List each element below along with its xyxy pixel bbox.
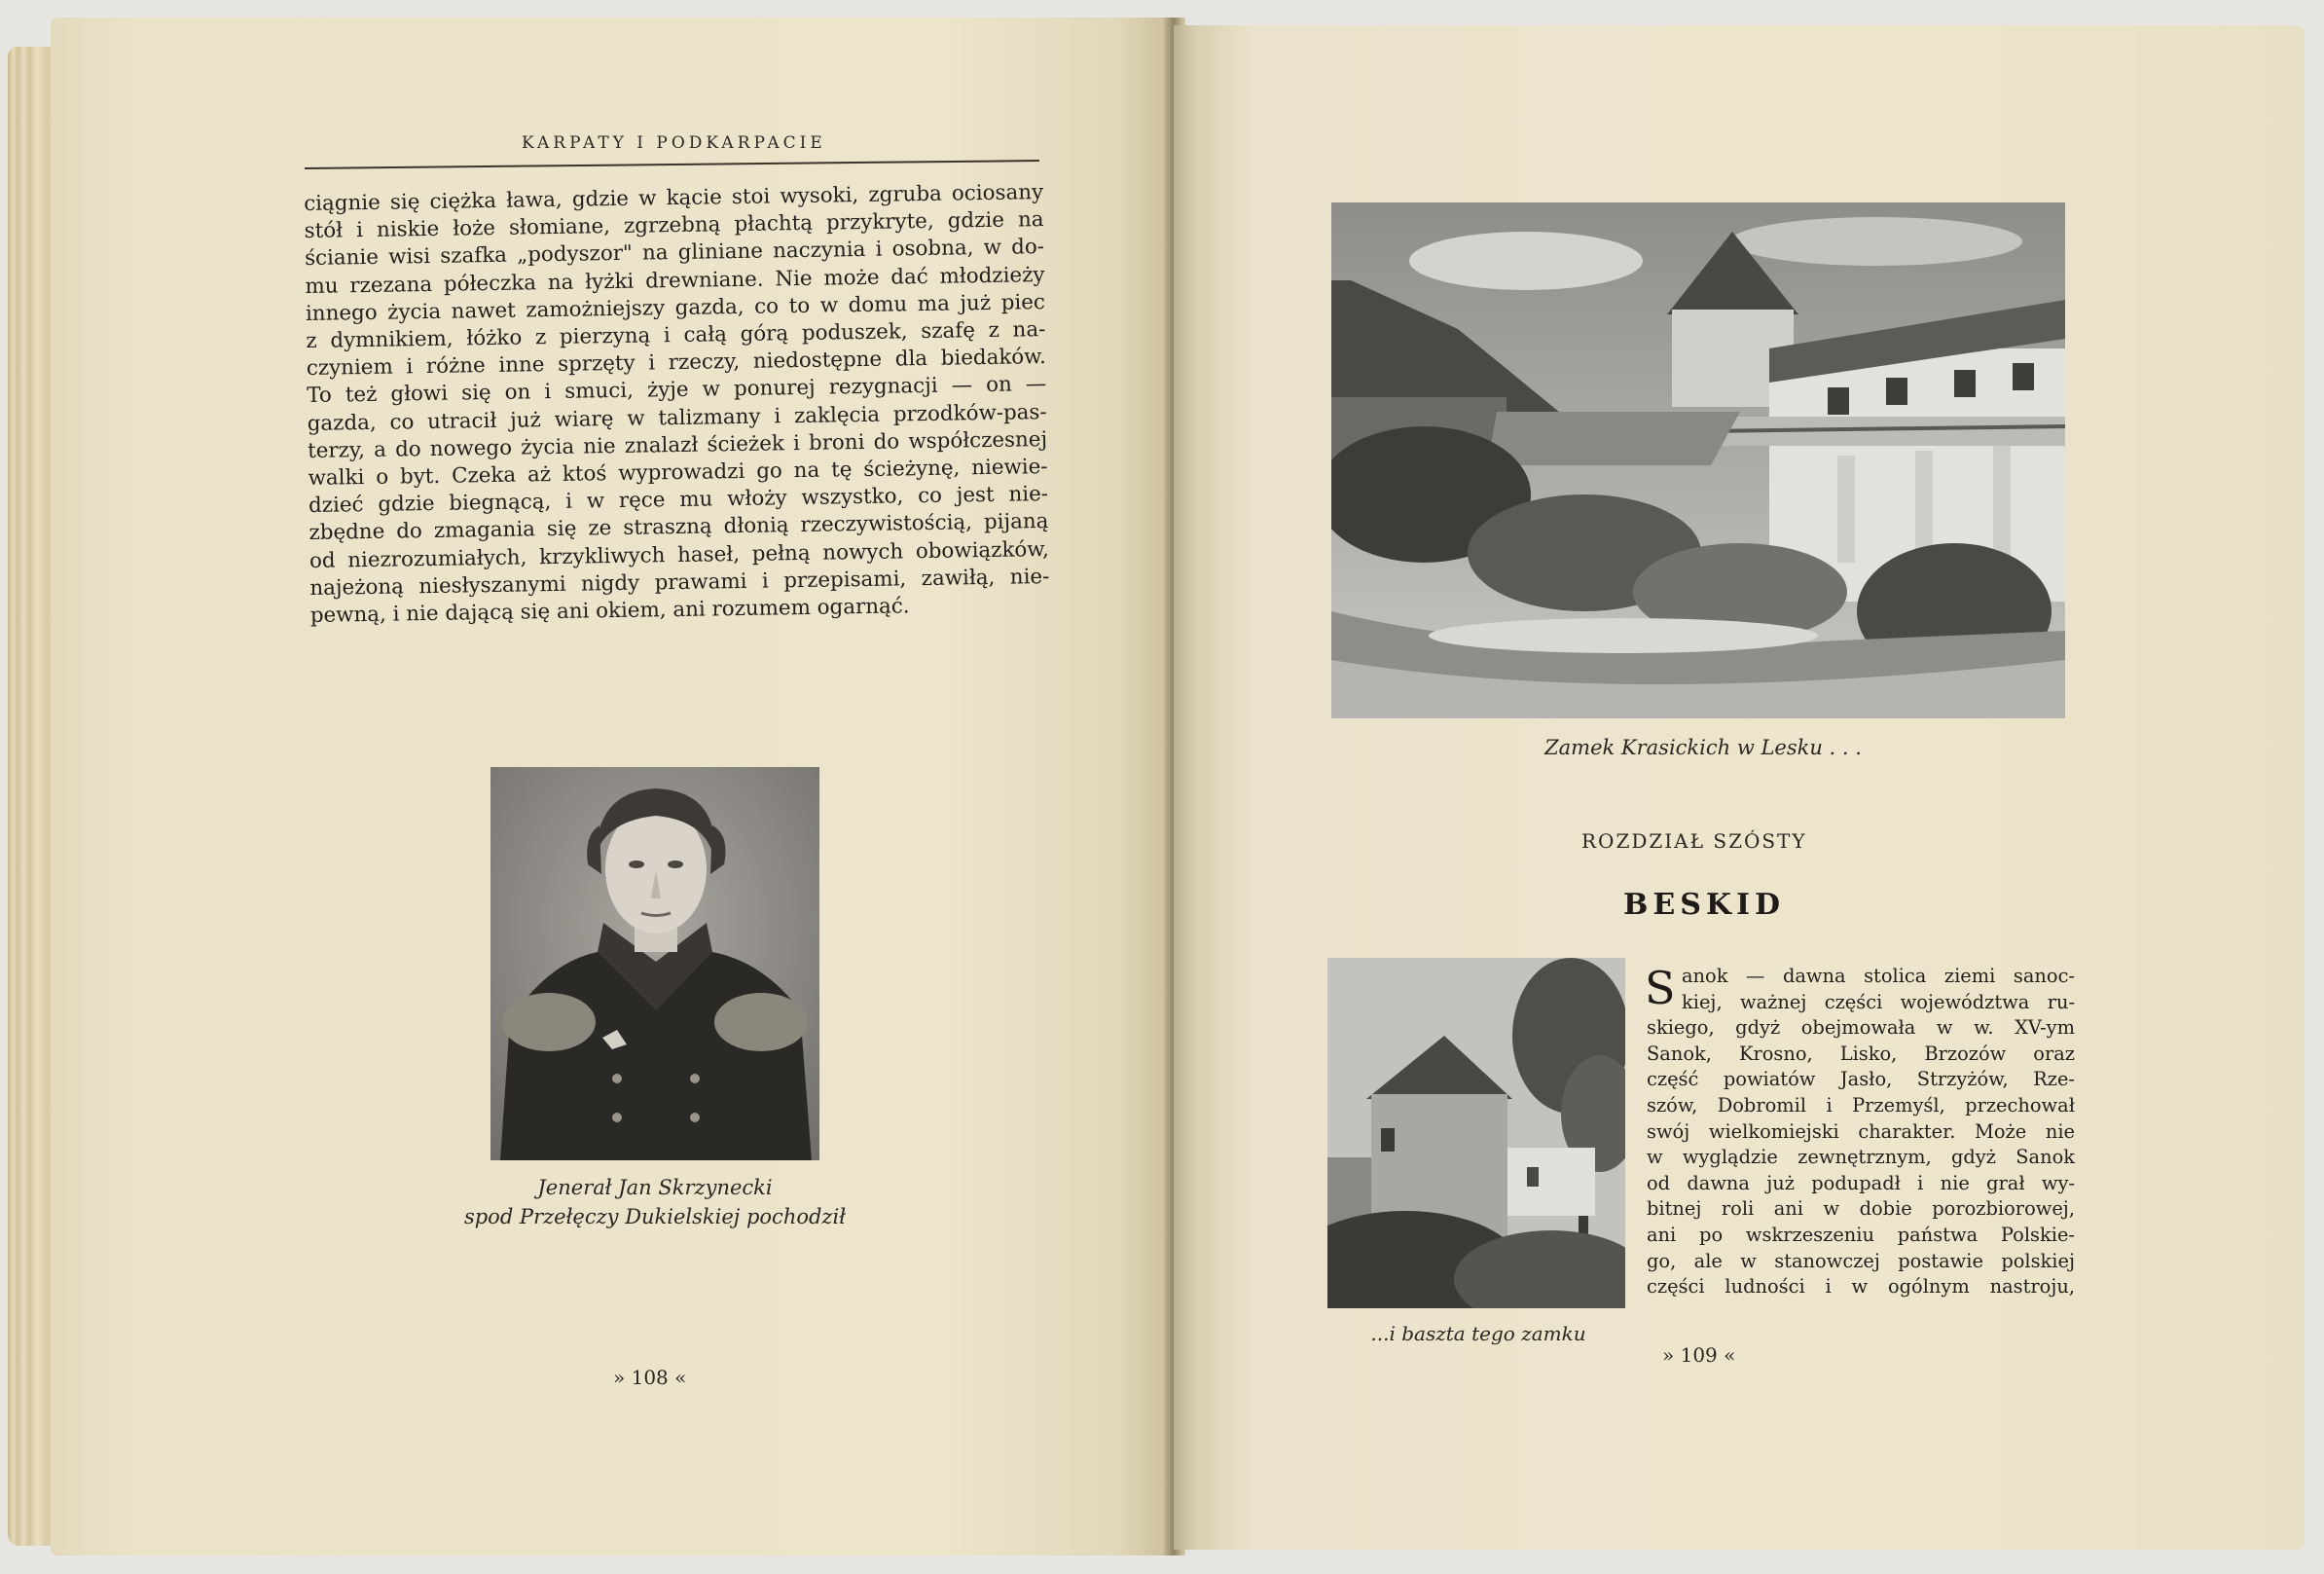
page-number-left: » 108 «	[613, 1366, 687, 1389]
text-line: Sanok, Krosno, Lisko, Brzozów oraz	[1647, 1042, 2075, 1065]
text-line: go, ale w stanowczej postawie polskiej	[1647, 1249, 2075, 1272]
text-line: część powiatów Jasło, Strzyżów, Rze-	[1647, 1068, 2075, 1091]
portrait-caption-line-1: Jenerał Jan Skrzynecki	[537, 1176, 773, 1199]
left-body-text	[304, 179, 1050, 630]
text-line: pewną, i nie dającą się ani okiem, ani rozumem ogarnąć.	[309, 594, 910, 628]
text-line: walki o byt. Czeka aż ktoś wyprowadzi go na tę ścieżynę, niewie-	[308, 455, 1048, 491]
chapter-label: ROZDZIAŁ SZÓSTY	[1581, 829, 1807, 853]
tower-photo	[1327, 958, 1625, 1308]
text-line: zbędne do zmagania się ze straszną dłonią rzeczywistością, pijaną	[309, 509, 1049, 546]
text-line: ciągnie się ciężka ława, gdzie w kącie stoi wysoki, zgruba ociosany	[304, 180, 1044, 216]
text-line: mu rzezana półeczka na łyżki drewniane. Nie może dać młodzieży	[305, 262, 1045, 299]
portrait-photo	[490, 767, 819, 1160]
text-line: bitnej roli ani w dobie porozbiorowej,	[1647, 1197, 2075, 1221]
text-line: czyniem i różne inne sprzęty i rzeczy, niedostępne dla biedaków.	[306, 345, 1046, 382]
text-line: w wyglądzie zewnętrznym, gdyż Sanok	[1647, 1146, 2075, 1169]
portrait-caption-line-2: spod Przełęczy Dukielskiej pochodził	[463, 1205, 847, 1228]
chapter-title: BESKID	[1623, 888, 1786, 922]
text-line: dzieć gdzie biegnącą, i w ręce mu włoży wszystko, co jest nie-	[308, 482, 1049, 519]
castle-caption: Zamek Krasickich w Lesku . . .	[1544, 736, 1862, 759]
text-line: innego życia nawet zamożniejszy gazda, co to w domu ma już piec	[305, 289, 1046, 326]
text-line: skiego, gdyż obejmowała w w. XV-ym	[1647, 1016, 2075, 1040]
right-column-text	[1647, 964, 2075, 1300]
castle-photo	[1331, 202, 2065, 718]
text-line: To też głowi się on i smuci, żyje w ponurej rezygnacji — on —	[307, 372, 1047, 409]
text-line: terzy, a do nowego życia nie znalazł ścieżek i broni do współczesnej	[308, 426, 1048, 463]
text-line: gazda, co utracił już wiarę w talizmany i zaklęcia przodków-pas-	[307, 399, 1047, 436]
text-line: kiej, ważnej części województwa ru-	[1682, 990, 2075, 1013]
text-line: szów, Dobromil i Przemyśl, przechował	[1647, 1093, 2075, 1116]
running-head: KARPATY I PODKARPACIE	[522, 133, 826, 153]
text-line: części ludności i w ogólnym nastroju,	[1647, 1275, 2075, 1299]
text-line: najeżoną niesłyszanymi nigdy prawami i przepisami, zawiłą, nie-	[309, 564, 1050, 601]
tower-caption: ...i baszta tego zamku	[1370, 1322, 1586, 1345]
drop-cap: S	[1645, 962, 1676, 1014]
page-number-right: » 109 «	[1662, 1343, 1736, 1367]
text-line: od niezrozumiałych, krzykliwych haseł, pełną nowych obowiązków,	[309, 536, 1050, 573]
text-line: ani po wskrzeszeniu państwa Polskie-	[1647, 1223, 2075, 1246]
text-line: anok — dawna stolica ziemi sanoc-	[1682, 965, 2075, 987]
text-line: z dymnikiem, łóżko z pierzyną i całą górą poduszek, szafę z na-	[306, 317, 1046, 353]
text-line: od dawna już podupadł i nie grał wy-	[1647, 1171, 2075, 1194]
text-line: ścianie wisi szafka „podyszor" na gliniane naczynia i osobna, w do-	[304, 235, 1045, 272]
text-line: stół i niskie łoże słomiane, zgrzebną płachtą przykryte, gdzie na	[304, 207, 1044, 244]
text-line: swój wielkomiejski charakter. Może nie	[1647, 1119, 2075, 1143]
